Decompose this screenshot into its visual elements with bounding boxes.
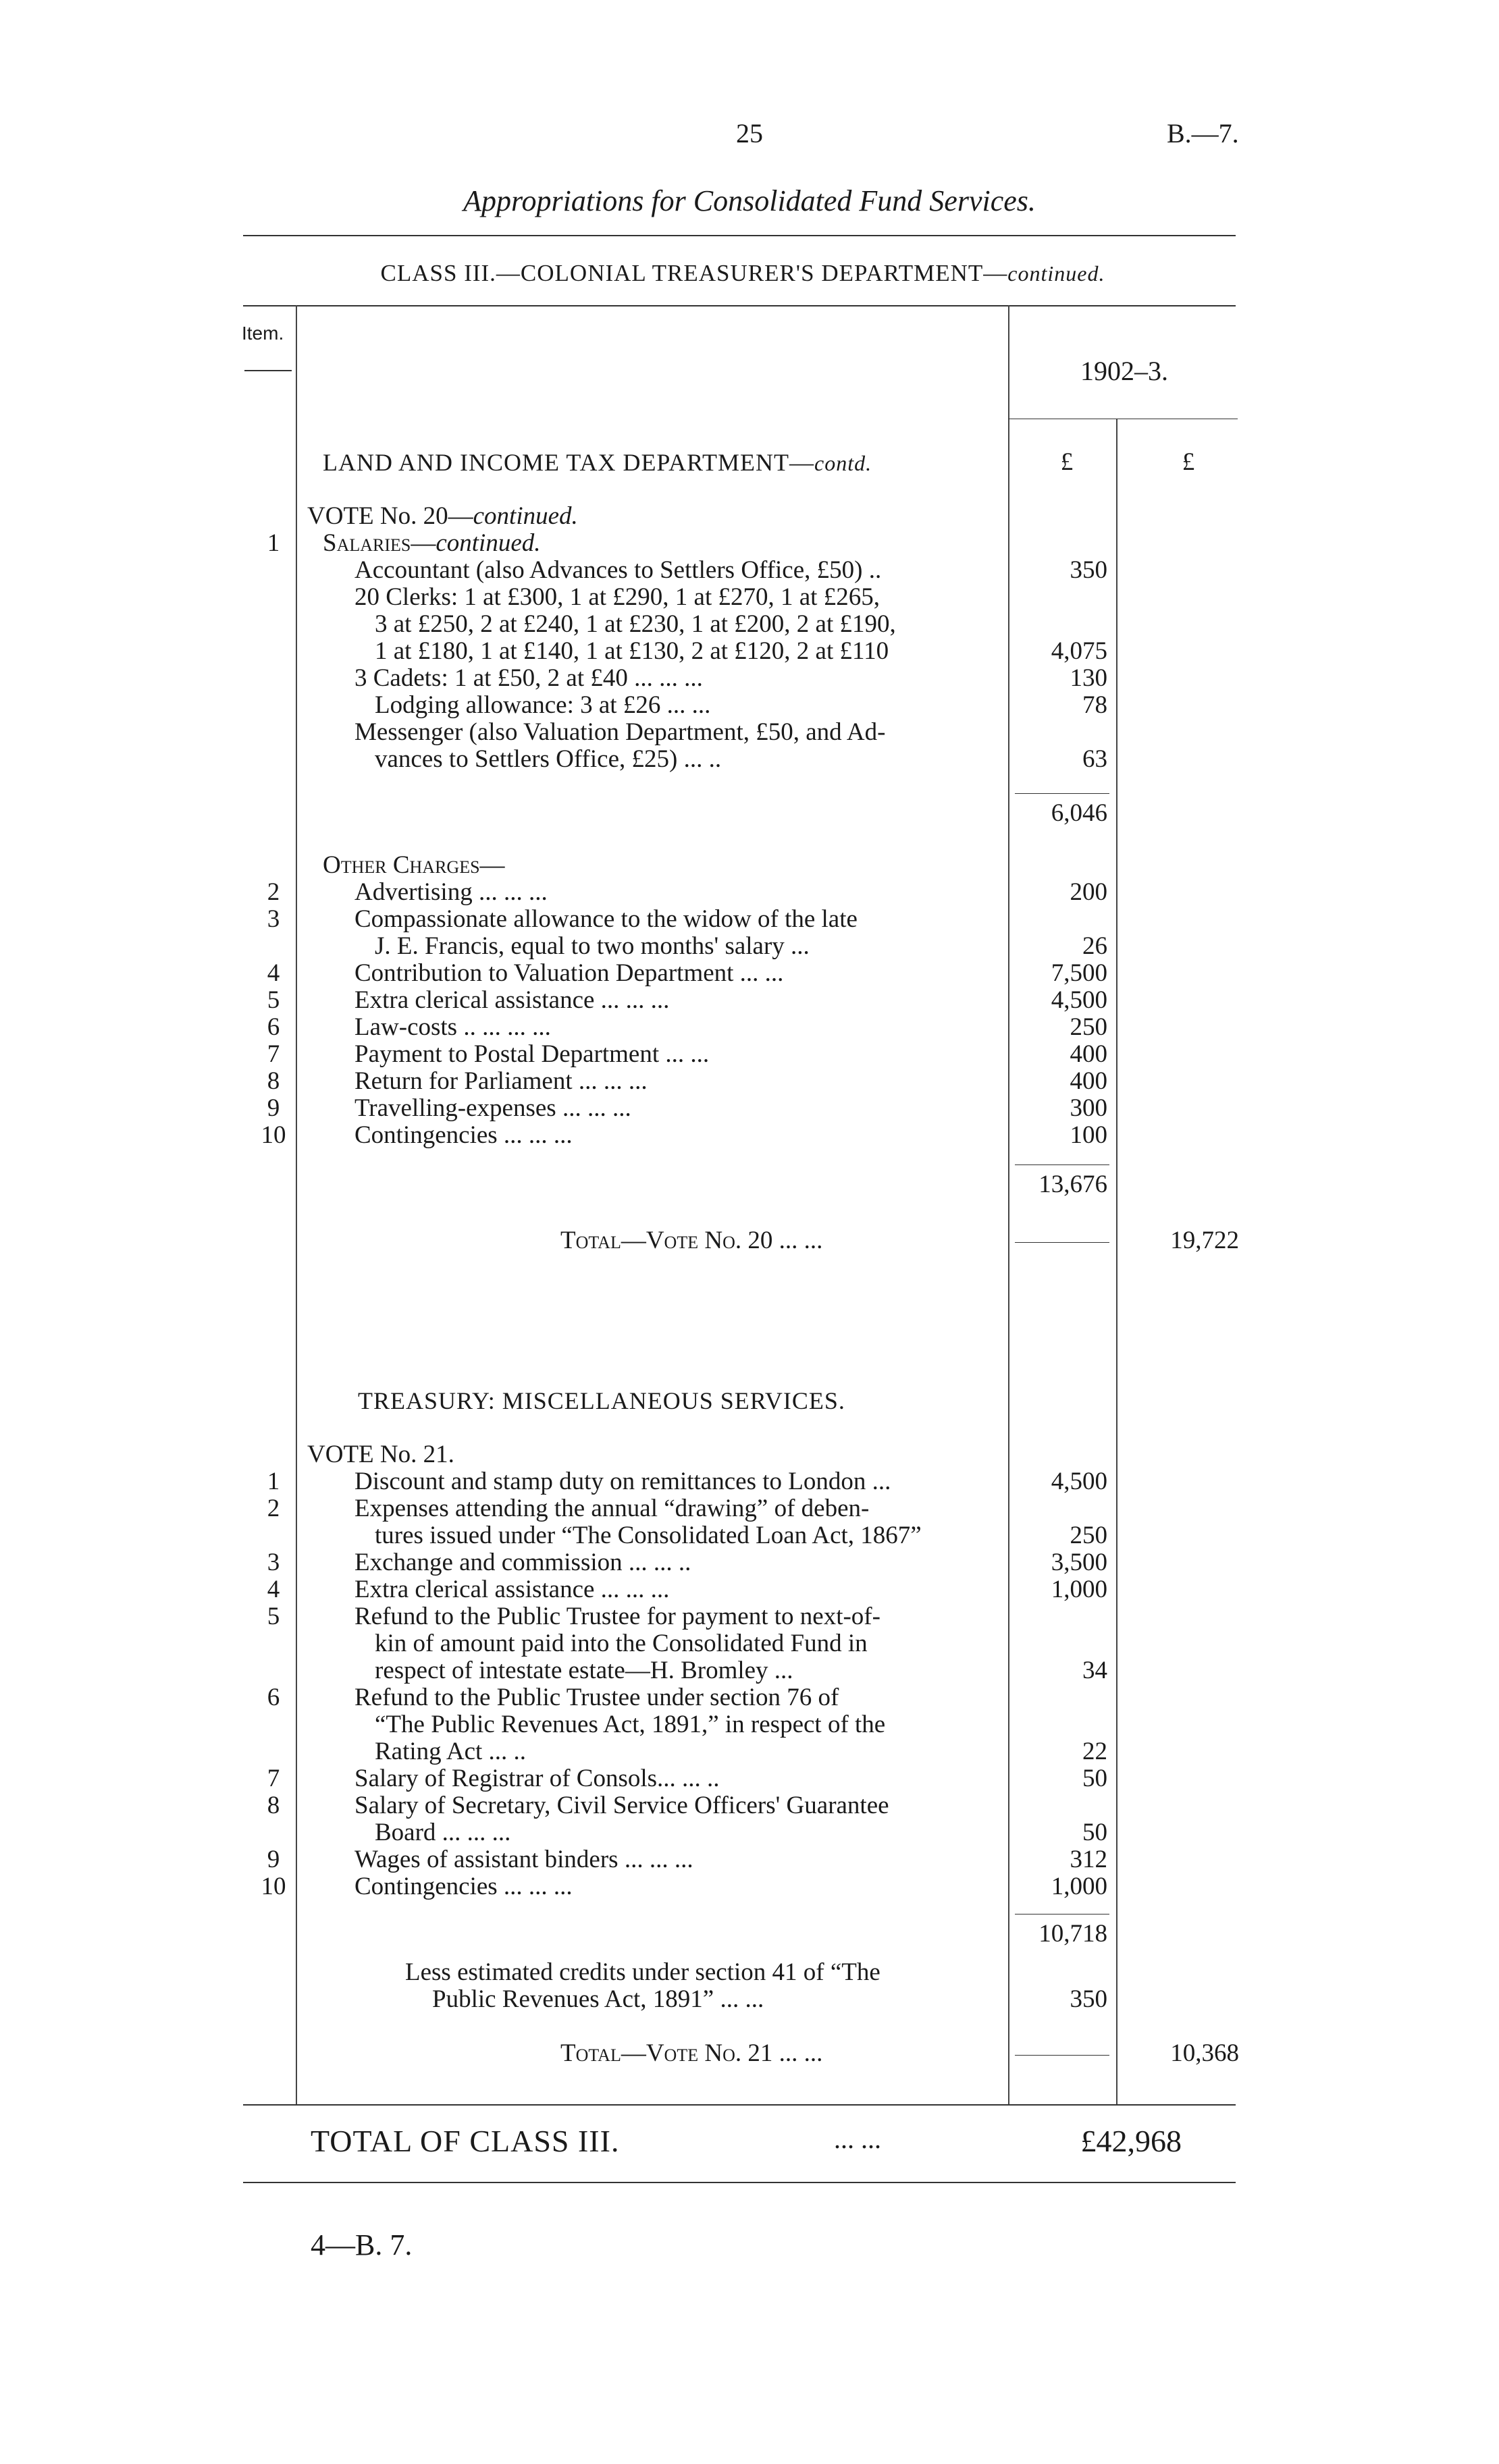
vote21-item-number: 7	[267, 1765, 280, 1792]
other-charges-subtotal: 13,676	[1038, 1171, 1107, 1198]
class-total-amount: £42,968	[1080, 2124, 1182, 2158]
vote21-amount: 312	[1070, 1846, 1107, 1873]
vote20-total-label: Total—Vote No. 20 ... ...	[560, 1227, 823, 1254]
other-charge-description: J. E. Francis, equal to two months' salary ...	[375, 933, 810, 960]
vote21-total-amount: 10,368	[1170, 2039, 1239, 2067]
vote21-item-number: 2	[267, 1495, 280, 1522]
vote20-label: VOTE No. 20—continued.	[307, 502, 578, 530]
other-charge-description: Return for Parliament ... ... ...	[354, 1068, 648, 1095]
item-column-header: Item.	[242, 323, 284, 344]
other-charge-item-number: 5	[267, 986, 280, 1014]
salary-line-description: Messenger (also Valuation Department, £50, and Ad-	[354, 719, 886, 746]
vote21-description: Rating Act ... ..	[375, 1738, 527, 1765]
page-number: 25	[736, 118, 763, 149]
vote21-amount: 50	[1082, 1765, 1107, 1792]
salary-line-amount: 350	[1070, 556, 1107, 584]
less-credits-line-2: Public Revenues Act, 1891” ... ...	[432, 1985, 764, 2013]
vote21-amount: 4,500	[1051, 1468, 1107, 1495]
other-charge-description: Payment to Postal Department ... ...	[354, 1041, 710, 1068]
salary-line-description: vances to Settlers Office, £25) ... ..	[375, 746, 722, 773]
vote21-item-number: 5	[267, 1603, 280, 1630]
salary-line-description: 3 Cadets: 1 at £50, 2 at £40 ... ... ...	[354, 665, 703, 692]
salary-line-amount: 4,075	[1051, 637, 1107, 665]
other-charge-item-number: 10	[261, 1121, 286, 1149]
other-charge-amount: 400	[1070, 1040, 1107, 1068]
vote21-item-number: 9	[267, 1846, 280, 1873]
vote21-heading: TREASURY: MISCELLANEOUS SERVICES.	[358, 1387, 845, 1414]
salary-line-description: 1 at £180, 1 at £140, 1 at £130, 2 at £120, 2 at £110	[375, 638, 889, 665]
other-charge-item-number: 9	[267, 1094, 280, 1122]
vote21-description: Refund to the Public Trustee for payment to next-of-	[354, 1603, 880, 1630]
header-rule	[243, 235, 1236, 236]
salaries-item-number: 1	[267, 529, 280, 557]
salary-line-amount: 63	[1082, 745, 1107, 773]
vote20-dept-heading: LAND AND INCOME TAX DEPARTMENT—contd.	[323, 449, 872, 476]
other-charge-description: Advertising ... ... ...	[354, 879, 548, 906]
salary-line-description: 3 at £250, 2 at £240, 1 at £230, 1 at £200, 2 at £190,	[375, 611, 896, 638]
other-charges-subtotal-rule	[1015, 1164, 1109, 1165]
vote21-amount: 250	[1070, 1522, 1107, 1549]
vote21-description: Salary of Registrar of Consols... ... ..	[354, 1765, 720, 1792]
other-charges-heading: Other Charges—	[323, 851, 505, 879]
less-credits-amount: 350	[1070, 1985, 1107, 2013]
vote21-description: Board ... ... ...	[375, 1819, 511, 1846]
other-charge-item-number: 7	[267, 1040, 280, 1068]
salary-line-description: Accountant (also Advances to Settlers Office, £50) ..	[354, 557, 882, 584]
vote21-total-label: Total—Vote No. 21 ... ...	[560, 2039, 823, 2067]
salary-line-description: 20 Clerks: 1 at £300, 1 at £290, 1 at £270, 1 at £265,	[354, 584, 880, 611]
salaries-heading: Salaries—continued.	[323, 529, 541, 557]
salaries-subtotal: 6,046	[1051, 799, 1107, 827]
vote21-amount: 1,000	[1051, 1576, 1107, 1603]
vote21-description: Refund to the Public Trustee under section 76 of	[354, 1684, 839, 1711]
other-charge-item-number: 3	[267, 905, 280, 933]
table-top-rule	[243, 305, 1236, 306]
vote20-total-amount: 19,722	[1170, 1227, 1239, 1254]
class-total-leader-dots: ... ...	[834, 2124, 881, 2154]
other-charge-amount: 26	[1082, 932, 1107, 960]
salary-line-description: Lodging allowance: 3 at £26 ... ...	[375, 692, 711, 719]
vote21-description: tures issued under “The Consolidated Loan Act, 1867”	[375, 1522, 922, 1549]
vote21-subtotal: 10,718	[1038, 1920, 1107, 1948]
printer-signature: 4—B. 7.	[311, 2228, 413, 2261]
class-total-bottom-rule	[243, 2182, 1236, 2183]
vote20-total-rule	[1015, 1242, 1109, 1243]
salaries-subtotal-rule	[1015, 793, 1109, 794]
vote21-item-number: 3	[267, 1549, 280, 1576]
other-charge-description: Contribution to Valuation Department ... ...	[354, 960, 784, 987]
other-charge-description: Law-costs .. ... ... ...	[354, 1014, 551, 1041]
class-total-label: TOTAL OF CLASS III.	[311, 2124, 620, 2158]
other-charge-amount: 200	[1070, 878, 1107, 906]
paper-reference: B.—7.	[1167, 118, 1239, 149]
year-column-header: 1902–3.	[1080, 356, 1168, 386]
other-charge-item-number: 4	[267, 959, 280, 987]
vote21-amount: 1,000	[1051, 1873, 1107, 1900]
vote21-description: Expenses attending the annual “drawing” of deben-	[354, 1495, 870, 1522]
other-charge-item-number: 2	[267, 878, 280, 906]
other-charge-item-number: 8	[267, 1067, 280, 1095]
vote21-item-number: 10	[261, 1873, 286, 1900]
vote21-item-number: 1	[267, 1468, 280, 1495]
pounds-symbol-amount: £	[1060, 448, 1074, 476]
total-column-divider	[1116, 419, 1117, 2104]
vote21-total-rule	[1015, 2055, 1109, 2056]
vote21-amount: 34	[1082, 1657, 1107, 1684]
vote21-item-number: 4	[267, 1576, 280, 1603]
other-charge-item-number: 6	[267, 1013, 280, 1041]
vote21-description: Contingencies ... ... ...	[354, 1873, 573, 1900]
vote21-description: kin of amount paid into the Consolidated Fund in	[375, 1630, 868, 1657]
vote21-item-number: 6	[267, 1684, 280, 1711]
item-header-rule	[244, 370, 292, 371]
other-charge-description: Travelling-expenses ... ... ...	[354, 1095, 631, 1122]
other-charge-amount: 400	[1070, 1067, 1107, 1095]
other-charge-amount: 300	[1070, 1094, 1107, 1122]
page-title: Appropriations for Consolidated Fund Services.	[463, 184, 1036, 217]
vote21-amount: 50	[1082, 1819, 1107, 1846]
salary-line-amount: 130	[1070, 664, 1107, 692]
less-credits-line-1: Less estimated credits under section 41 of “The	[405, 1958, 880, 1986]
vote21-description: Extra clerical assistance ... ... ...	[354, 1576, 670, 1603]
vote21-description: Salary of Secretary, Civil Service Officers' Guarantee	[354, 1792, 889, 1819]
vote21-description: Exchange and commission ... ... ..	[354, 1549, 691, 1576]
other-charge-amount: 7,500	[1051, 959, 1107, 987]
vote21-description: Wages of assistant binders ... ... ...	[354, 1846, 693, 1873]
salary-line-amount: 78	[1082, 691, 1107, 719]
item-column-divider	[296, 305, 297, 2104]
vote21-description: “The Public Revenues Act, 1891,” in respect of the	[375, 1711, 886, 1738]
vote21-description: respect of intestate estate—H. Bromley ...	[375, 1657, 793, 1684]
pounds-symbol-total: £	[1182, 448, 1195, 476]
other-charge-amount: 100	[1070, 1121, 1107, 1149]
class-total-top-rule	[243, 2104, 1236, 2106]
other-charge-description: Extra clerical assistance ... ... ...	[354, 987, 670, 1014]
other-charge-amount: 250	[1070, 1013, 1107, 1041]
vote21-item-number: 8	[267, 1792, 280, 1819]
vote21-description: Discount and stamp duty on remittances to London ...	[354, 1468, 891, 1495]
other-charge-description: Compassionate allowance to the widow of the late	[354, 906, 858, 933]
class-heading: CLASS III.—COLONIAL TREASURER'S DEPARTMENT—continued.	[380, 260, 1105, 286]
amount-column-divider	[1008, 305, 1009, 2104]
vote21-amount: 22	[1082, 1738, 1107, 1765]
vote21-amount: 3,500	[1051, 1549, 1107, 1576]
other-charge-amount: 4,500	[1051, 986, 1107, 1014]
other-charge-description: Contingencies ... ... ...	[354, 1122, 573, 1149]
vote21-label: VOTE No. 21.	[307, 1441, 454, 1468]
